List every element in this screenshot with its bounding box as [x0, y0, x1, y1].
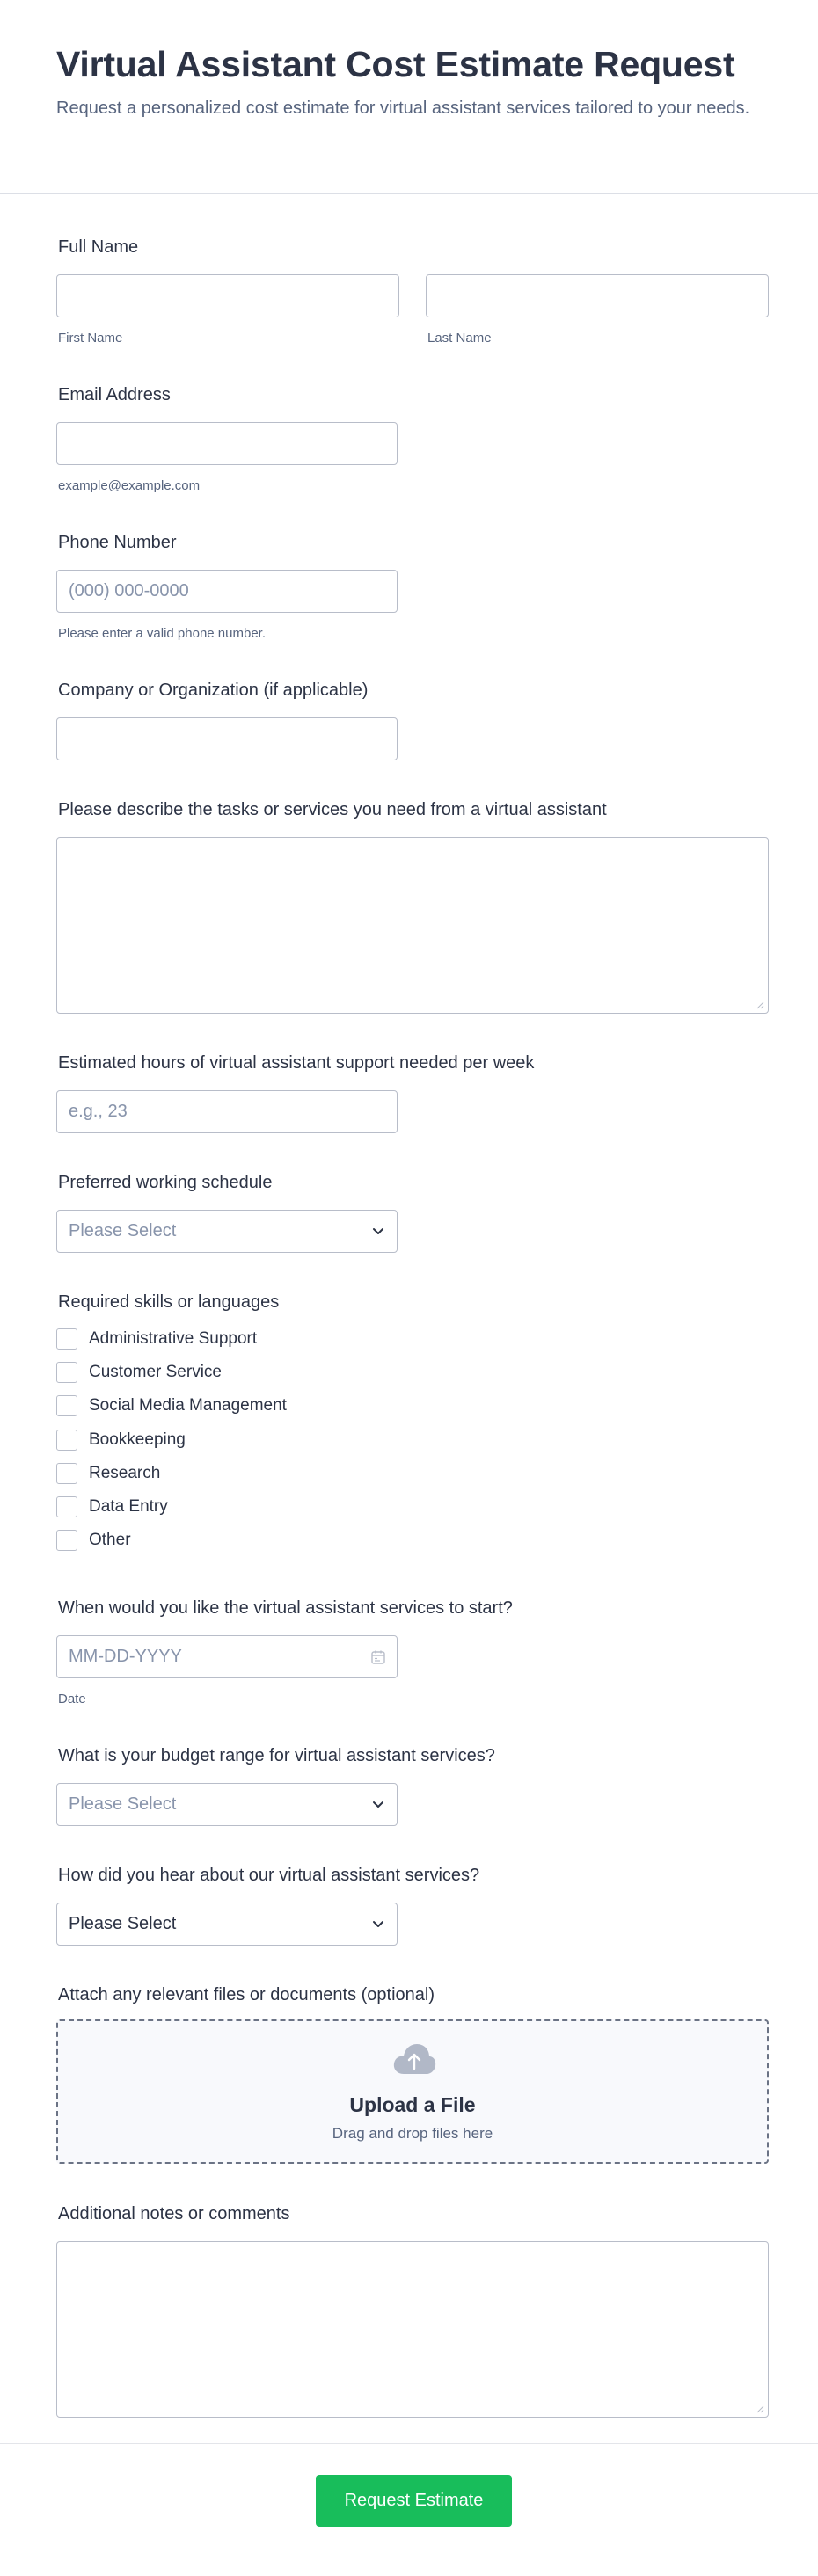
file-upload-dropzone[interactable] — [56, 2019, 769, 2164]
skill-option-label: Data Entry — [89, 1497, 168, 1516]
email-sublabel: example@example.com — [58, 478, 201, 493]
skill-option-label: Customer Service — [89, 1363, 222, 1381]
hours-placeholder: e.g., 23 — [69, 1102, 128, 1121]
skill-option-label: Other — [89, 1531, 131, 1549]
request-estimate-button[interactable]: Request Estimate — [316, 2475, 512, 2527]
form-header — [0, 0, 818, 194]
start-date-placeholder: MM-DD-YYYY — [69, 1647, 182, 1666]
hours-input[interactable] — [56, 1090, 398, 1133]
chevron-down-icon — [370, 1223, 386, 1239]
upload-title: Upload a File — [349, 2093, 476, 2116]
skill-option-label: Research — [89, 1464, 161, 1482]
checkbox[interactable] — [56, 1328, 77, 1350]
phone-sublabel: Please enter a valid phone number. — [58, 626, 266, 641]
checkbox[interactable] — [56, 1430, 77, 1451]
skill-option-label: Bookkeeping — [89, 1430, 186, 1449]
tasks-label: Please describe the tasks or services you need from a virtual assistant — [58, 800, 607, 819]
referral-label: How did you hear about our virtual assistant services? — [58, 1866, 480, 1885]
referral-selected: Please Select — [69, 1914, 177, 1933]
email-input[interactable] — [56, 422, 398, 465]
resize-handle-icon[interactable] — [756, 1001, 764, 1009]
skill-option-label: Administrative Support — [89, 1329, 258, 1348]
budget-selected: Please Select — [69, 1794, 177, 1814]
resize-handle-icon[interactable] — [756, 2405, 764, 2413]
checkbox[interactable] — [56, 1463, 77, 1484]
last-name-input[interactable] — [426, 274, 769, 317]
form-subtitle: Request a personalized cost estimate for virtual assistant services tailored to your needs. — [56, 98, 750, 118]
checkbox[interactable] — [56, 1395, 77, 1416]
chevron-down-icon — [370, 1796, 386, 1812]
company-label: Company or Organization (if applicable) — [58, 680, 369, 700]
notes-label: Additional notes or comments — [58, 2204, 290, 2223]
first-name-sublabel: First Name — [58, 331, 123, 346]
notes-textarea[interactable] — [56, 2241, 769, 2418]
budget-select[interactable] — [56, 1783, 398, 1826]
phone-label: Phone Number — [58, 533, 177, 552]
chevron-down-icon — [370, 1916, 386, 1932]
start-date-input[interactable] — [56, 1635, 398, 1678]
form-title: Virtual Assistant Cost Estimate Request — [56, 44, 735, 84]
hours-label: Estimated hours of virtual assistant support needed per week — [58, 1053, 535, 1073]
skills-label: Required skills or languages — [58, 1292, 280, 1312]
phone-placeholder: (000) 000-0000 — [69, 581, 189, 600]
tasks-textarea[interactable] — [56, 837, 769, 1014]
schedule-selected: Please Select — [69, 1221, 177, 1241]
checkbox[interactable] — [56, 1530, 77, 1551]
attachments-label: Attach any relevant files or documents (optional) — [58, 1985, 435, 2005]
calendar-icon[interactable] — [370, 1649, 386, 1665]
schedule-label: Preferred working schedule — [58, 1173, 273, 1192]
start-date-label: When would you like the virtual assistant services to start? — [58, 1598, 513, 1618]
skill-option-label: Social Media Management — [89, 1396, 287, 1415]
checkbox[interactable] — [56, 1362, 77, 1383]
start-date-sublabel: Date — [58, 1692, 86, 1706]
upload-subtitle: Drag and drop files here — [332, 2125, 493, 2142]
checkbox[interactable] — [56, 1496, 77, 1517]
schedule-select[interactable] — [56, 1210, 398, 1253]
first-name-input[interactable] — [56, 274, 399, 317]
last-name-sublabel: Last Name — [427, 331, 492, 346]
cloud-upload-icon — [392, 2042, 436, 2076]
referral-select[interactable] — [56, 1903, 398, 1946]
budget-label: What is your budget range for virtual assistant services? — [58, 1746, 495, 1765]
phone-input[interactable] — [56, 570, 398, 613]
email-label: Email Address — [58, 385, 171, 404]
company-input[interactable] — [56, 717, 398, 760]
full-name-label: Full Name — [58, 237, 139, 257]
